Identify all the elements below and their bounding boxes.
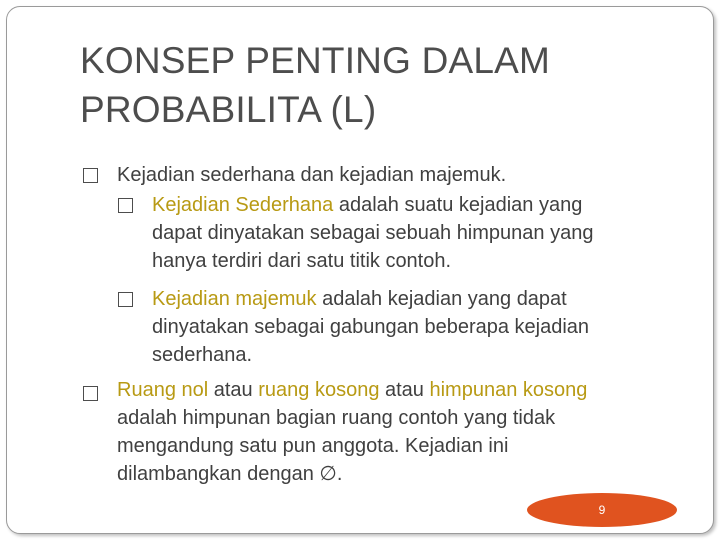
sub-bullet-2 [152,285,589,369]
title-line-2: PROBABILITA (L) [80,89,377,130]
bullet-box-icon [83,386,98,401]
sub-bullet-box-icon [118,292,133,307]
bullet-1 [117,161,506,189]
sub-bullet-1-line-2: dapat dinyatakan sebagai sebuah himpunan yang [152,222,594,244]
slide-title [80,36,680,134]
empty-set-symbol: ∅ [319,463,337,485]
bullet-2-connector-2: atau [379,379,430,401]
bullet-1-period: . [500,164,507,186]
title-line-1: KONSEP PENTING DALAM [80,40,551,81]
sub-bullet-1-line-1: adalah suatu kejadian yang [333,194,583,216]
sub-bullet-2-line-3: sederhana. [152,344,253,366]
sub-bullet-1-term: Kejadian Sederhana [152,194,334,216]
bullet-2-connector-1: atau [208,379,259,401]
bullet-box-icon [83,168,98,183]
bullet-1-text: Kejadian sederhana dan kejadian majemuk [117,164,501,186]
sub-bullet-box-icon [118,198,133,213]
sub-bullet-2-term: Kejadian majemuk [152,288,317,310]
page-number: 9 [598,503,606,517]
bullet-2 [117,376,587,488]
bullet-2-term-2: ruang kosong [258,379,380,401]
bullet-2-term-3: himpunan kosong [429,379,588,401]
sub-bullet-1 [152,191,593,275]
page-number-badge [527,493,677,527]
bullet-2-period: . [336,463,343,485]
bullet-2-line-4: dilambangkan dengan [117,463,320,485]
bullet-2-term-1: Ruang nol [117,379,209,401]
sub-bullet-1-line-3: hanya terdiri dari satu titik contoh. [152,250,452,272]
bullet-2-line-3: mengandung satu pun anggota. Kejadian ini [117,435,509,457]
bullet-2-line-2: adalah himpunan bagian ruang contoh yang tidak [117,407,556,429]
sub-bullet-2-line-2: dinyatakan sebagai gabungan beberapa kejadian [152,316,590,338]
sub-bullet-2-line-1: adalah kejadian yang dapat [316,288,567,310]
